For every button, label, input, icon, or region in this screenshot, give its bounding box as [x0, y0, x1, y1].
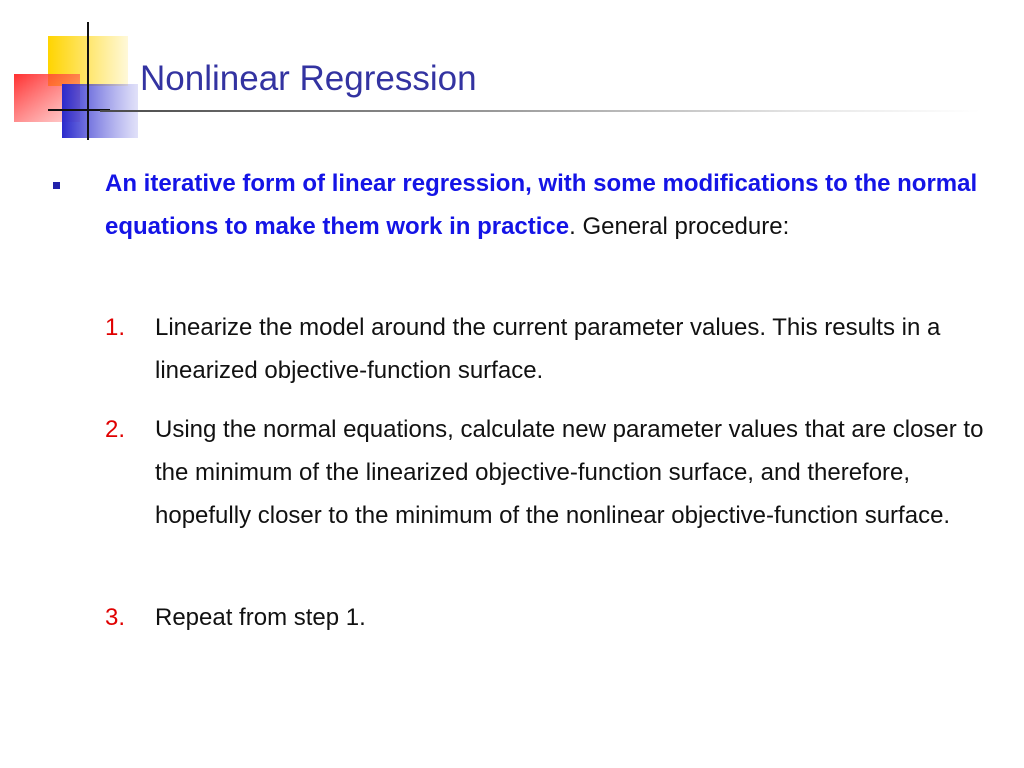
step-number: 1.: [105, 314, 126, 341]
page-title: Nonlinear Regression: [140, 59, 477, 98]
bullet-emphasis: An iterative form of linear regression, with some modifications to the normal equations to make them work in practice: [105, 170, 978, 240]
bullet-square-icon: [53, 182, 60, 189]
decorative-squares-logo-icon: [0, 0, 160, 150]
step-number: 2.: [105, 416, 126, 443]
step-text: Repeat from step 1.: [155, 604, 366, 631]
step-text: Using the normal equations, calculate new parameter values that are closer to the minimum of the linearized objective-function surface, and therefore, hopefully closer to the minimum of the nonlinear objective-function surface.: [155, 416, 984, 529]
title-underline: [100, 110, 980, 112]
step-text: Linearize the model around the current parameter values. This results in a linearized objective-function surface.: [155, 314, 941, 384]
bullet-rest: . General procedure:: [569, 213, 790, 240]
step-number: 3.: [105, 604, 126, 631]
bullet-text: [105, 162, 1005, 248]
